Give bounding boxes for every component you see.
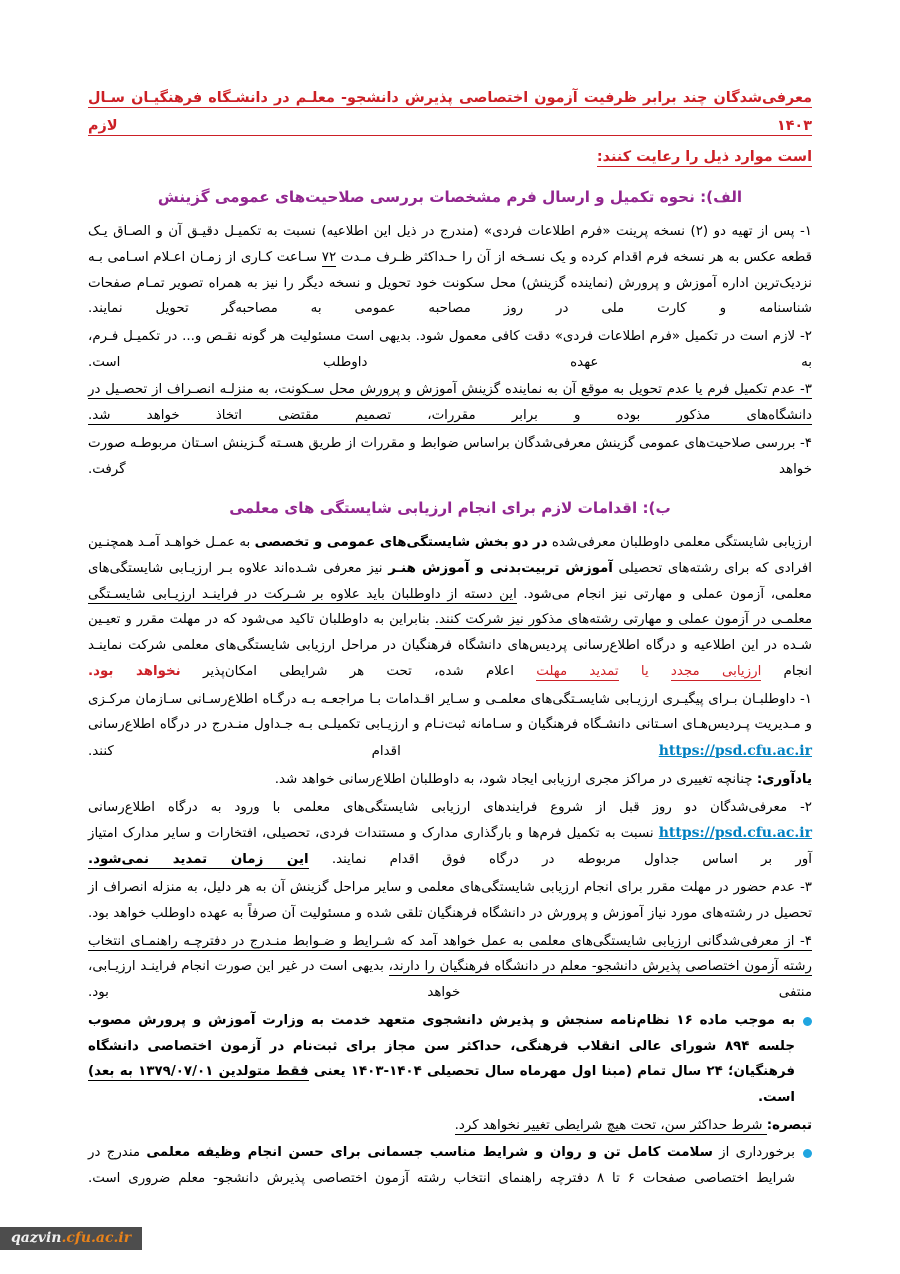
bullet-health-seg3: مندرج در شرایط اختصاصی صفحات ۶ تا ۸ دفترچه راهنمای انتخاب رشته آزمون اختصاصی پذیرش دانشجو- معلم ضروری است. (88, 1145, 795, 1187)
section-b-note (88, 767, 812, 793)
bullet-age-limit (88, 1008, 812, 1111)
section-b-note-label: یادآوری: (756, 772, 812, 788)
page-title-line1 (88, 84, 812, 140)
bullet-health-seg2: سلامت کامل تن و روان و شرایط مناسب جسمانی برای حسن انجام وظیفه معلمی (146, 1145, 713, 1161)
section-a-heading: الف): نحوه تکمیل و ارسال فرم مشخصات بررسی صلاحیت‌های عمومی گزینش (157, 188, 743, 207)
section-b-intro-seg12: نخواهد بود. (88, 663, 181, 679)
bullet-health-seg1: برخورداری از (712, 1145, 795, 1161)
section-b-intro (88, 530, 812, 684)
section-b-intro-seg6: این دسته از داوطلبان باید علاوه بر شـرکت در فراینـد ارزیـابی شایسـتگی معلمـی در آزمون عملی و مهارتی رشته‌های مذکور نیز شرکت کنند. (88, 586, 812, 628)
bullet-age-limit-text (88, 1008, 795, 1111)
section-b-intro-seg9: یا (618, 663, 671, 679)
section-b-intro-seg2: در دو بخش شایستگی‌های عمومی و تخصصی (254, 535, 548, 551)
section-b-intro-seg3: به عمـل خواهـد آمـد همچنـین افرادی که برای رشته‌های تحصیلی (88, 535, 812, 576)
section-b-intro-seg7: بنابراین به داوطلبان تاکید می‌شود که در مهلت مقرر و تعیـین شـده در این اطلاعیه و درگاه اطلاع‌رسانی پردیس‌های دانشگاه فرهنگیان در مراحل ارزیابی شایستگی‌های معلمی شرکت نماینـد انجام (88, 612, 813, 679)
section-b-intro-seg11: اعلام شده، تحت هر شرایطی امکان‌پذیر (180, 663, 537, 679)
site-logo-suffix: .cfu.ac.ir (61, 1229, 132, 1246)
page-title-line2-text: است موارد ذیل را رعایت کنند: (596, 149, 812, 166)
psd-portal-link-1[interactable]: https://psd.cfu.ac.ir (658, 743, 812, 760)
section-b-item-2-seg3: این زمان تمدید نمی‌شود. (88, 852, 309, 868)
section-b-item-2-seg1: ۲- معرفی‌شدگان دو روز قبل از شروع فرایندهای ارزیابی شایستگی‌های معلمی با ورود به درگاه اطلاع‌رسانی (88, 799, 812, 815)
page-title-line2 (88, 143, 812, 171)
page-title-line1-text: معرفی‌شدگان چند برابر ظرفیت آزمون اختصاصی پذیرش دانشجو- معلـم در دانشـگاه فرهنگیـان سـال ۱۴۰۳ لازم (88, 90, 812, 135)
section-b-item-2-seg2: نسبت به تکمیل فرم‌ها و بارگذاری مدارک و مستندات فردی، تحصیلی، افتخارات و سایر مدارک امتیاز آور بر اساس جداول مربوطه در درگاه فوق اقدام نمایند. (88, 826, 812, 868)
section-b-item-4-rest: بدیهی است در غیر این صورت انجام فراینـد ارزیـابی، منتفی خواهد بود. (88, 959, 812, 1001)
section-a-item-2: ۲- لازم است در تکمیل «فرم اطلاعات فردی» دقت کافی معمول شود. بدیهی است مسئولیت هر گونه نقـص و... در تکمیـل فـرم، به عهده داوطلب است. (88, 329, 812, 370)
bullet-dot-icon (803, 1149, 812, 1158)
section-b-note-text: چنانچه تغییری در مراکز مجری ارزیابی ایجاد شود، به داوطلبان اطلاع‌رسانی خواهد شد. (274, 772, 757, 788)
site-logo-prefix: qazvin (11, 1229, 62, 1246)
section-b-intro-seg5: نیز معرفی شـده‌اند علاوه بـر ارزیـابی شایستگی‌های معلمی، آزمون عملی و مهارتی نیز انجام می‌شود. (88, 561, 812, 602)
tabsare-note (88, 1113, 812, 1139)
section-a-item-1-hours: ۷۲ (321, 249, 337, 265)
section-b-intro-seg1: ارزیابی شایستگی معلمی داوطلبان معرفی‌شده (547, 535, 813, 551)
bullet-age-limit-seg1: به موجب ماده ۱۶ نظام‌نامه سنجش و پذیرش دانشجوی متعهد خدمت به وزارت آموزش و پرورش مصوب جلسه ۸۹۴ شورای عالی انقلاب فرهنگی، حداکثر سن مجاز برای ثبت‌نام در آزمون اختصاصی دانشگاه فرهنگیان؛ ۲۴ سال تمام (مبنا اول مهرماه سال تحصیلی ۱۴۰۴-۱۴۰۳ یعنی (88, 1012, 796, 1080)
bullet-health-requirement-text (88, 1140, 795, 1191)
site-logo-footer (0, 1227, 142, 1250)
section-a-item-1-part-1: ۱- پس از تهیه دو (۲) نسخه پرینت «فرم اطلاعات فردی» (مندرج در ذیل این اطلاعیه) نسبت به تکمیـل دقیـق آن و الصـاق یـک قطعه عکس به هر نسخه فرم اقدام کرده و یک نسـخه از آن را حـداکثر ظـرف مـدت (88, 224, 812, 265)
tabsare-text: شرط حداکثر سن، تحت هیچ شرایطی تغییر نخواهد کرد. (454, 1117, 767, 1133)
document-content (88, 84, 812, 1194)
section-b-intro-seg8: ارزیابی مجدد (670, 663, 762, 679)
section-a-item-3-text: ۳- عدم تکمیل فرم یا عدم تحویل به موقع آن به نماینده گزینش آموزش و پرورش محل سـکونت، به منزلـه انصـراف از تحصـیل در دانشگاه‌های مذکور بوده و برابر مقررات، تصمیم مقتضی اتخاذ خواهد شد. (88, 382, 812, 424)
section-b-item-1-seg1: ۱- داوطلبـان بـرای پیگیـری ارزیـابی شایسـتگی‌های معلمـی و سـایر اقـدامات بـا مراجعـه بـه درگـاه اطلاع‌رسـانی سـازمان مرکـزی و مـدیریت پـردیس‌هـای اسـتانی دانشـگاه فرهنگیان و سـامانه ثبت‌نـام و ارزیـابی تکمیلـی بـه جـداول منـدرج در درگاه اطلاع‌رسانی (88, 691, 812, 733)
bullet-age-limit-birthdate: فقط متولدین ۱۳۷۹/۰۷/۰۱ به بعد) (88, 1064, 309, 1080)
bullet-health-requirement (88, 1140, 812, 1191)
tabsare-label: تبصره: (766, 1117, 812, 1133)
section-b-item-4 (88, 929, 812, 1006)
section-b-item-3: ۳- عدم حضور در مهلت مقرر برای انجام ارزیابی شایستگی‌های معلمی و سایر مراحل گزینش آن به هر دلیل، به منزله انصراف از تحصیل در رشته‌های مورد نیاز آموزش و پرورش در دانشگاه فرهنگیان تلقی شده و مسئولیت آن صرفاً به عهده داوطلب خواهد بود. (88, 880, 812, 921)
section-b-intro-seg4: آموزش تربیت‌بدنی و آموزش هنـر (388, 561, 613, 576)
section-b-intro-seg10: تمدید مهلت (536, 663, 619, 679)
psd-portal-link-2[interactable]: https://psd.cfu.ac.ir (658, 825, 812, 842)
section-a-item-3 (88, 377, 812, 428)
section-a-item-1-part-3: سـاعت کـاری از زمـان اعـلام اسـامی بـه نزدیک‌ترین اداره آموزش و پرورش (نماینده گزینش) محل سکونت خود تحویل و نسخه دیگر را نیز به همراه تصویر تمـام صفحات شناسنامه و کارت ملی در روز مصاحبه عمومی به مصاحبه‌گر تحویل نمایند. (88, 249, 812, 317)
section-a-item-4: ۴- بررسی صلاحیت‌های عمومی گزینش معرفی‌شدگان براساس ضوابط و مقررات از طریق هسـته گـزینش اسـتان مربوطـه صورت خواهد گرفت. (88, 435, 812, 477)
section-a-item-1 (88, 219, 812, 322)
bullet-age-limit-seg3: است. (757, 1089, 795, 1105)
section-b-item-1-seg2: اقدام کنند. (88, 744, 659, 760)
section-b-heading: ب): اقدامات لازم برای انجام ارزیابی شایستگی های معلمی (229, 499, 671, 518)
section-b-item-2 (88, 795, 812, 873)
section-b-item-1 (88, 687, 812, 765)
bullet-dot-icon (803, 1017, 812, 1026)
section-b-item-4-underlined: ۴- از معرفی‌شدگانی ارزیابی شایستگی‌های معلمی به عمل خواهد آمد که شـرایط و ضـوابط منـدرج در دفترچـه راهنمـای انتخاب رشته آزمون اختصاصی پذیرش دانشجو- معلم در دانشگاه فرهنگیان را دارند، (88, 933, 812, 975)
